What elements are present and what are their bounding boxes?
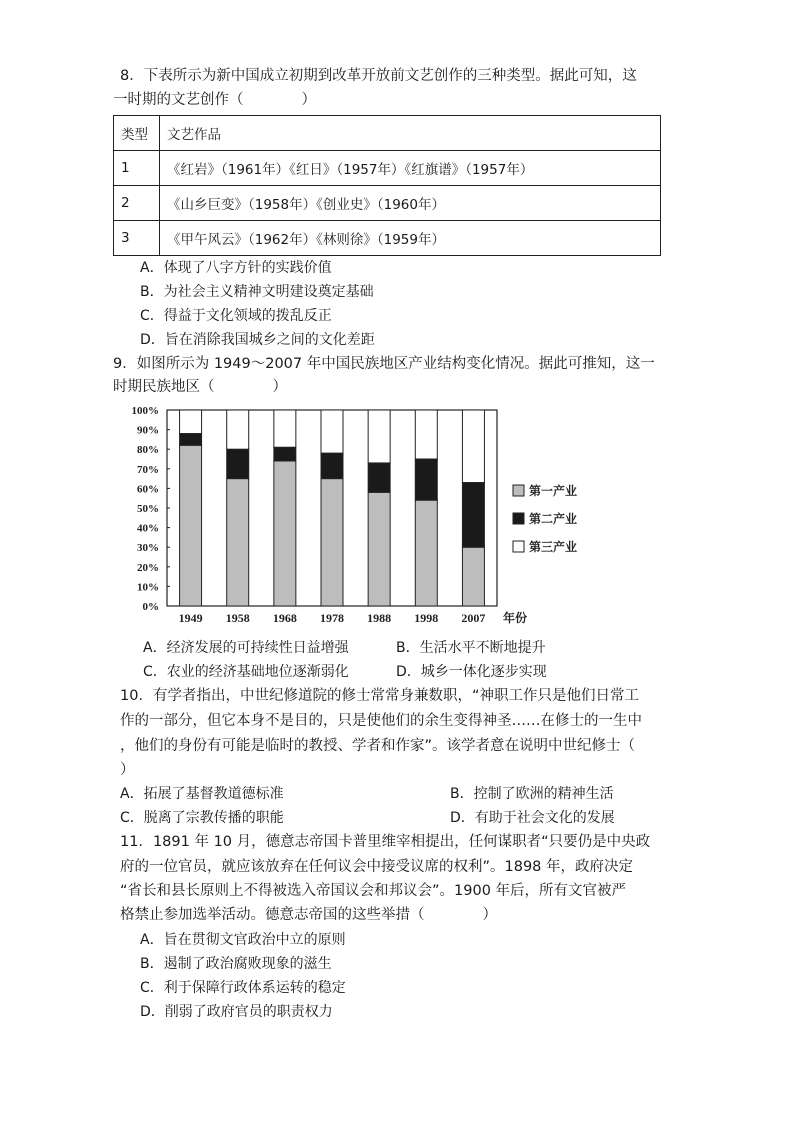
bar-segment bbox=[415, 459, 437, 500]
q11-stem-line2: 府的一位官员，就应该放弃在任何议会中接受议席的权利”。1898 年，政府决定 bbox=[120, 859, 634, 875]
q11-stem-line3: “省长和县长原则上不得被选入帝国议会和邦议会”。1900 年后，所有文官被严 bbox=[120, 883, 627, 899]
x-tick-label: 1998 bbox=[414, 611, 439, 625]
bar-segment bbox=[368, 463, 390, 492]
table-row bbox=[114, 221, 661, 256]
q11-option-b[interactable]: B．遏制了政治腐败现象的滋生 bbox=[140, 956, 332, 972]
x-tick-label: 1949 bbox=[178, 611, 203, 625]
table-cell-works: 《山乡巨变》（1958年）《创业史》（1960年） bbox=[160, 186, 661, 221]
table-cell-works: 《甲午风云》（1962年）《林则徐》（1959年） bbox=[160, 221, 661, 256]
table-cell-type: 3 bbox=[114, 221, 160, 256]
q10-option-b[interactable]: B．控制了欧洲的精神生活 bbox=[450, 786, 614, 802]
q8-option-d[interactable]: D．旨在消除我国城乡之间的文化差距 bbox=[140, 332, 375, 348]
q10-stem-line2: 作的一部分，但它本身不是目的，只是使他们的余生变得神圣……在修士的一生中 bbox=[120, 713, 642, 729]
y-tick-label: 70% bbox=[137, 463, 159, 476]
industry-structure-chart bbox=[120, 398, 620, 633]
bar-segment bbox=[227, 479, 249, 606]
legend-label: 第二产业 bbox=[529, 512, 578, 526]
bar-segment bbox=[274, 447, 296, 461]
table-row bbox=[114, 151, 661, 186]
q11-option-c[interactable]: C．利于保障行政体系运转的稳定 bbox=[140, 980, 346, 996]
q10-stem-line3: ，他们的身份有可能是临时的教授、学者和作家”。该学者意在说明中世纪修士（ bbox=[120, 738, 636, 754]
q10-option-c[interactable]: C．脱离了宗教传播的职能 bbox=[120, 810, 284, 826]
bar-segment bbox=[180, 434, 202, 446]
y-tick-label: 80% bbox=[137, 444, 159, 457]
q10-stem-line4: ） bbox=[120, 762, 135, 778]
legend-label: 第三产业 bbox=[529, 540, 578, 554]
q10-option-a[interactable]: A．拓展了基督教道德标准 bbox=[120, 786, 284, 802]
y-tick-label: 20% bbox=[137, 561, 159, 574]
q8-option-a[interactable]: A．体现了八字方针的实践价值 bbox=[140, 260, 332, 276]
legend-swatch bbox=[513, 485, 524, 496]
y-tick-label: 60% bbox=[137, 483, 159, 496]
table-cell-works: 《红岩》（1961年）《红日》（1957年）《红旗谱》（1957年） bbox=[160, 151, 661, 186]
q10-option-d[interactable]: D．有助于社会文化的发展 bbox=[450, 810, 615, 826]
table-cell-type: 1 bbox=[114, 151, 160, 186]
y-tick-label: 30% bbox=[137, 542, 159, 555]
q10-stem-line1: 10．有学者指出，中世纪修道院的修士常常身兼数职，“神职工作只是他们日常工 bbox=[120, 688, 639, 704]
q8-works-table bbox=[113, 115, 661, 256]
bar-segment bbox=[368, 492, 390, 606]
q9-option-a[interactable]: A．经济发展的可持续性日益增强 bbox=[143, 640, 349, 656]
bar-segment bbox=[180, 410, 202, 434]
table-header-cell: 文艺作品 bbox=[160, 116, 661, 151]
x-tick-label: 1958 bbox=[225, 611, 250, 625]
table-cell-type: 2 bbox=[114, 186, 160, 221]
bar-segment bbox=[415, 500, 437, 606]
legend-swatch bbox=[513, 541, 524, 552]
bar-segment bbox=[274, 410, 296, 447]
q8-stem-line2: 一时期的文艺创作（ ） bbox=[113, 92, 316, 108]
q11-option-d[interactable]: D．削弱了政府官员的职责权力 bbox=[140, 1004, 333, 1020]
q11-stem-line1: 11．1891 年 10 月，德意志帝国卡普里维宰相提出，任何谋职者“只要仍是中央政 bbox=[120, 834, 651, 850]
table-row bbox=[114, 186, 661, 221]
bar-segment bbox=[321, 453, 343, 478]
q9-stem-line1: 9．如图所示为 1949～2007 年中国民族地区产业结构变化情况。据此可推知，这一 bbox=[113, 356, 655, 372]
y-tick-label: 0% bbox=[142, 601, 159, 613]
bar-segment bbox=[227, 410, 249, 449]
bar-segment bbox=[321, 410, 343, 453]
y-tick-label: 100% bbox=[131, 405, 159, 417]
y-tick-label: 50% bbox=[137, 503, 159, 515]
q8-stem-line1: 8．下表所示为新中国成立初期到改革开放前文艺创作的三种类型。据此可知，这 bbox=[120, 68, 637, 84]
bar-segment bbox=[321, 479, 343, 606]
bar-segment bbox=[227, 449, 249, 478]
bar-segment bbox=[462, 547, 484, 606]
q9-option-c[interactable]: C．农业的经济基础地位逐渐弱化 bbox=[143, 664, 349, 680]
q9-option-b[interactable]: B．生活水平不断地提升 bbox=[396, 640, 546, 656]
y-tick-label: 10% bbox=[137, 581, 159, 594]
q11-stem-line4: 格禁止参加选举活动。德意志帝国的这些举措（ ） bbox=[120, 907, 497, 923]
x-tick-label: 1978 bbox=[320, 611, 344, 625]
y-tick-label: 40% bbox=[137, 522, 159, 535]
bar-segment bbox=[462, 483, 484, 548]
bar-segment bbox=[462, 410, 484, 483]
bar-segment bbox=[368, 410, 390, 463]
bar-segment bbox=[180, 445, 202, 606]
legend-label: 第一产业 bbox=[529, 484, 578, 498]
q8-option-b[interactable]: B．为社会主义精神文明建设奠定基础 bbox=[140, 284, 374, 300]
q9-stem-line2: 时期民族地区（ ） bbox=[113, 379, 287, 395]
q9-option-d[interactable]: D．城乡一体化逐步实现 bbox=[396, 664, 547, 680]
table-header-cell: 类型 bbox=[114, 116, 160, 151]
legend-swatch bbox=[513, 513, 524, 524]
x-tick-label: 1988 bbox=[367, 611, 392, 625]
q8-option-c[interactable]: C．得益于文化领域的拨乱反正 bbox=[140, 308, 332, 324]
q11-option-a[interactable]: A．旨在贯彻文官政治中立的原则 bbox=[140, 932, 346, 948]
y-tick-label: 90% bbox=[137, 424, 159, 437]
x-tick-label: 1968 bbox=[272, 611, 297, 625]
bar-segment bbox=[415, 410, 437, 459]
x-tick-label: 2007 bbox=[461, 611, 486, 625]
bar-segment bbox=[274, 461, 296, 606]
x-axis-label: 年份 bbox=[503, 611, 528, 625]
table-header-row bbox=[114, 116, 661, 151]
